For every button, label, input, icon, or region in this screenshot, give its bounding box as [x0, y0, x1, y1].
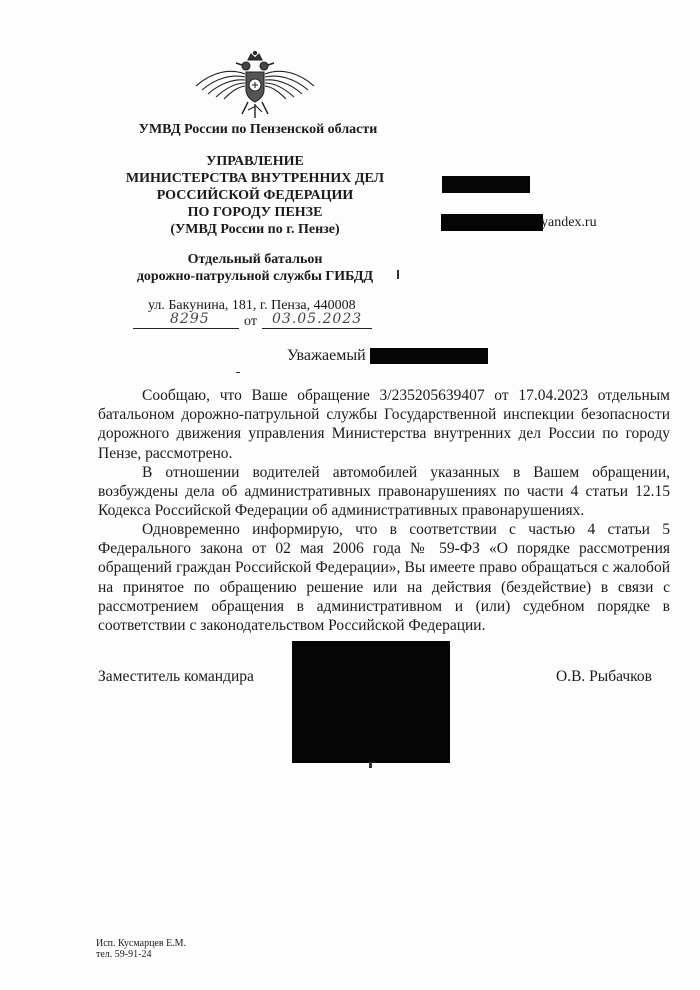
unit-line-2: дорожно-патрульной службы ГИБДД: [136, 269, 374, 284]
redacted-greeting-name: [370, 348, 488, 364]
unit-line-1: Отдельный батальон: [187, 252, 323, 267]
office-address: ул. Бакунина, 181, г. Пенза, 440008: [148, 298, 356, 313]
ref-number: 8295: [170, 311, 210, 327]
executor-info: [96, 938, 186, 960]
department-line-1: УПРАВЛЕНИЕ: [206, 154, 304, 169]
department-line-3: РОССИЙСКОЙ ФЕДЕРАЦИИ: [156, 188, 354, 203]
body-paragraph-2: В отношении водителей автомобилей указанных в Вашем обращении, возбуждены дела об административных правонарушениях по части 4 статьи 12.15 Кодекса Российской Федерации об административных правонарушениях.: [98, 464, 670, 520]
redacted-recipient-name: [442, 176, 530, 193]
department-line-5: (УМВД России по г. Пензе): [170, 222, 340, 237]
ref-from-label: от: [244, 314, 257, 329]
department-line-2: МИНИСТЕРСТВА ВНУТРЕННИХ ДЕЛ: [125, 171, 385, 186]
body-paragraph-3: Одновременно информирую, что в соответствии с частью 4 статьи 5 Федерального закона от 02 мая 2006 года № 59-ФЗ «О порядке рассмотрения обращений граждан Российской Федерации», Вы имеете право обращаться с жалобой на принятое по обращению решение или на действия (бездействие) в связи с рассмотрением обращения в административном и (или) судебном порядке в соответствии с законодательством Российской Федерации.: [98, 521, 670, 635]
ref-date: 03.05.2023: [272, 311, 363, 327]
greeting: Уважаемый: [287, 347, 366, 364]
redacted-signature: [292, 641, 450, 763]
signatory-position: Заместитель командира: [98, 668, 254, 685]
ref-date-line: [262, 328, 372, 329]
redacted-recipient-email: [441, 214, 543, 231]
executor-name: Исп. Кусмарцев Е.М.: [96, 938, 187, 949]
signatory-name: О.В. Рыбачков: [556, 668, 652, 685]
recipient-email-domain: yandex.ru: [541, 215, 597, 230]
signature-tail: [369, 762, 372, 768]
ref-number-line: [133, 328, 239, 329]
department-line-4: ПО ГОРОДУ ПЕНЗЕ: [187, 205, 323, 220]
unit-mark: [397, 270, 399, 279]
double-headed-eagle-icon: [190, 50, 320, 122]
margin-mark: [236, 372, 240, 373]
executor-phone: тел. 59-91-24: [96, 949, 152, 960]
body-paragraph-1: Сообщаю, что Ваше обращение 3/235205639407 от 17.04.2023 отдельным батальоном дорожно-патрульной службы Государственной инспекции безопасности дорожного движения управления Министерства внутренних дел России по городу Пензе, рассмотрено.: [98, 387, 670, 462]
regional-office-title: УМВД России по Пензенской области: [138, 122, 378, 137]
